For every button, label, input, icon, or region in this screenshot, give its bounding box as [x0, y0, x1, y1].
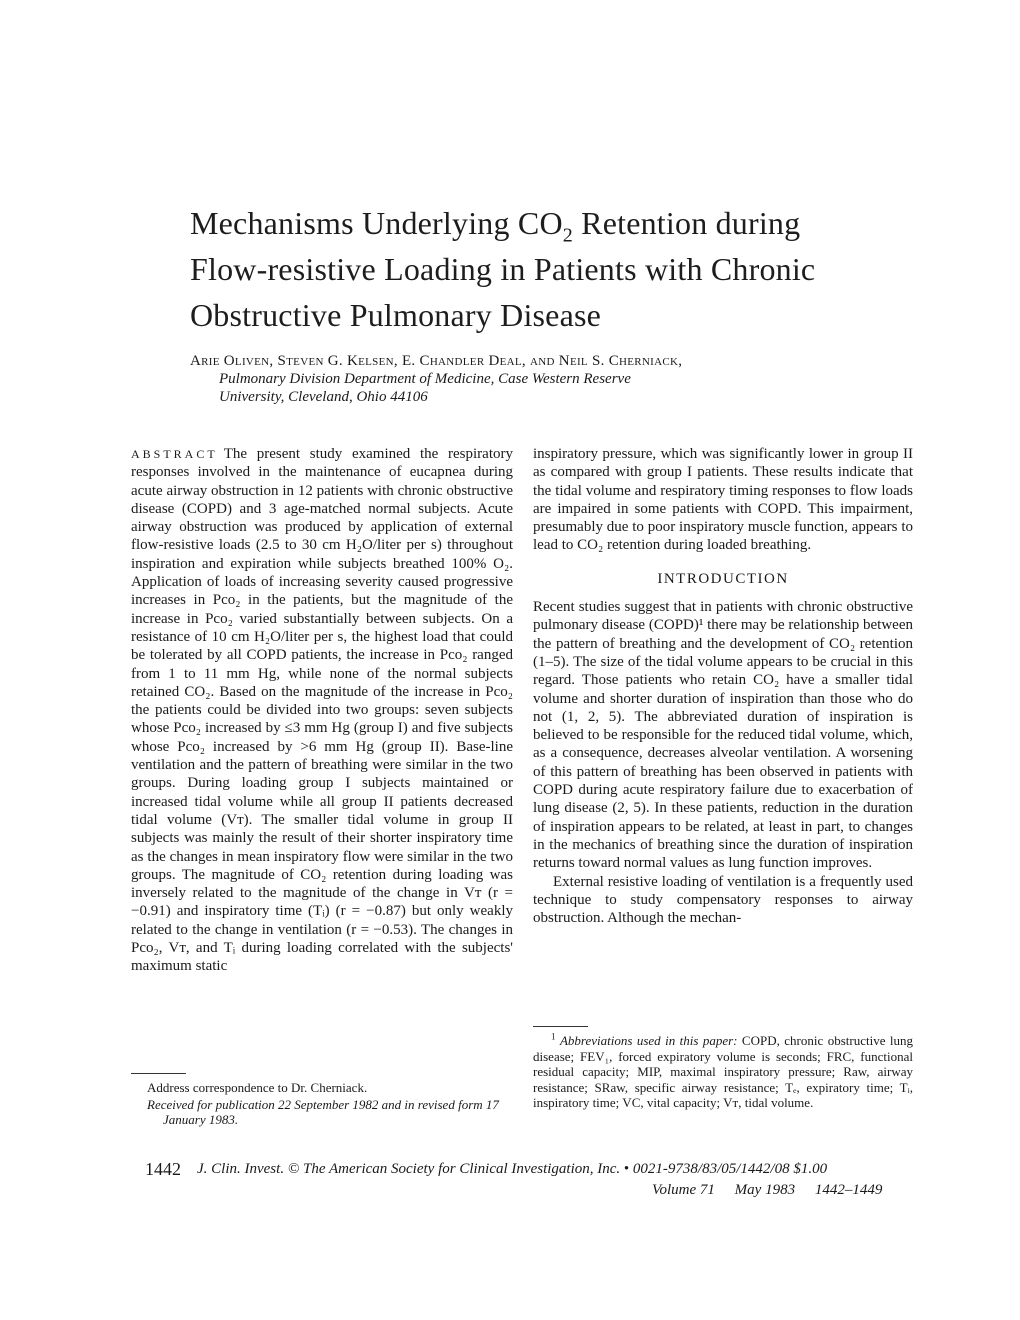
- issue-date: May 1983: [734, 1182, 796, 1198]
- footnote-divider-right: [533, 1026, 588, 1027]
- journal-name: J. Clin. Invest.: [197, 1161, 285, 1177]
- journal-citation: [197, 1161, 827, 1178]
- abbreviations-text: COPD, chronic obstructive lung disease; FEV₁, forced expiratory volume is seconds; FRC, functional residual capacity; MIP, maximal inspiratory pressure; Raw, airway resistance; SRaw, specific airway resistance; Tₑ, expiratory time; Tᵢ, inspiratory time; VC, vital capacity; Vᴛ, tidal volume.: [533, 1033, 913, 1111]
- correspondence-address: Address correspondence to Dr. Cherniack.: [147, 1080, 368, 1095]
- page-range: 1442–1449: [814, 1182, 883, 1198]
- copyright: © The American Society for Clinical Investigation, Inc.: [287, 1161, 621, 1177]
- volume-info: [652, 1182, 882, 1199]
- article-code: 0021-9738/83/05/1442/08: [632, 1161, 790, 1177]
- paper-title: [190, 200, 890, 338]
- volume: Volume 71: [652, 1182, 715, 1198]
- title-line-1: Mechanisms Underlying $CO_2$ Retention during: [190, 205, 801, 247]
- footnote-marker: 1: [551, 1031, 556, 1042]
- received-dates: Received for publication 22 September 1982 and in revised form 17 January 1983.: [147, 1096, 499, 1127]
- left-column: [131, 445, 513, 976]
- abstract-text: The present study examined the respiratory responses involved in the maintenance of eucapnea during acute airway obstruction in 12 patients with chronic obstructive disease (COPD) and 3 age-matched normal subjects. Acute airway obstruction was produced by application of external flow-resistive loads (2.5 to 30 cm H₂O/liter per s) throughout inspiration and expiration while subjects breathed 100% O₂. Application of loads of increasing severity caused progressive increases in Pco₂ in the patients, but the magnitude of the increase in Pco₂ varied substantially between subjects. On a resistance of 10 cm H₂O/liter per s, the highest load that could be tolerated by all COPD patients, the increase in Pco₂ ranged from 1 to 11 mm Hg, while none of the normal subjects retained CO₂. Based on the magnitude of the increase in Pco₂ the patients could be divided into two groups: seven subjects whose Pco₂ increased by ≤3 mm Hg (group I) and five subjects whose Pco₂ increased by >6 mm Hg (group II). Base-line ventilation and the pattern of breathing were similar in the two groups. During loading group I subjects maintained or increased tidal volume while all group II patients decreased tidal volume (Vᴛ). The smaller tidal volume in group II subjects was mainly the result of their shorter inspiratory time as the changes in mean inspiratory flow were similar in the two groups. The magnitude of CO₂ retention during loading was inversely related to the magnitude of the change in Vᴛ (r = −0.91) and inspiratory time (Tᵢ) (r = −0.87) but only weakly related to the change in ventilation (r = −0.53). The changes in Pco₂, Vᴛ, and Tᵢ during loading correlated with the subjects' maximum static: [131, 446, 513, 975]
- abstract-continuation: inspiratory pressure, which was significantly lower in group II as compared with group I patients. These results indicate that the tidal volume and respiratory timing responses to flow loads are impaired in some patients with COPD. This impairment, presumably due to poor inspiratory muscle function, appears to lead to CO₂ retention during loaded breathing.: [533, 446, 913, 554]
- footnote-divider-left: [131, 1073, 186, 1074]
- right-column: [533, 445, 913, 927]
- affiliation: Pulmonary Division Department of Medicine, Case Western Reserve University, Cleveland, Ohio 44106: [219, 371, 631, 405]
- correspondence-footnote: [147, 1080, 513, 1128]
- abstract: [131, 445, 513, 976]
- author-list: Arie Oliven, Steven G. Kelsen, E. Chandler Deal, and Neil S. Cherniack,: [190, 353, 683, 369]
- title-line-3: Obstructive Pulmonary Disease: [190, 297, 602, 333]
- price: $1.00: [793, 1161, 828, 1177]
- separator-bullet: •: [623, 1161, 630, 1177]
- section-heading-introduction: INTRODUCTION: [657, 570, 789, 587]
- intro-paragraph-2: External resistive loading of ventilation is a frequently used technique to study compensatory responses to airway obstruction. Although the mechan-: [533, 873, 913, 927]
- intro-paragraph-1: Recent studies suggest that in patients with chronic obstructive pulmonary disease (COPD)¹ there may be relationship between the pattern of breathing and the development of CO₂ retention (1–5). The size of the tidal volume appears to be crucial in this regard. Those patients who retain CO₂ have a smaller tidal volume and shorter duration of inspiration than those who do not (1, 2, 5). The abbreviated duration of inspiration is believed to be responsible for the reduced tidal volume, which, as a consequence, decreases alveolar ventilation. A worsening of this pattern of breathing has been observed in patients with COPD during acute respiratory failure due to exacerbation of lung disease (2, 5). In these patients, reduction in the duration of inspiration appears to be related, at least in part, to changes in the mechanics of breathing since the duration of inspiration returns toward normal values as lung function improves.: [533, 599, 913, 872]
- abbreviations-label: Abbreviations used in this paper:: [559, 1033, 738, 1048]
- page-number: 1442: [145, 1159, 181, 1179]
- title-line-2: Flow-resistive Loading in Patients with Chronic: [190, 251, 816, 287]
- abbreviations-footnote: [533, 1033, 913, 1111]
- abstract-label: ABSTRACT: [131, 447, 218, 461]
